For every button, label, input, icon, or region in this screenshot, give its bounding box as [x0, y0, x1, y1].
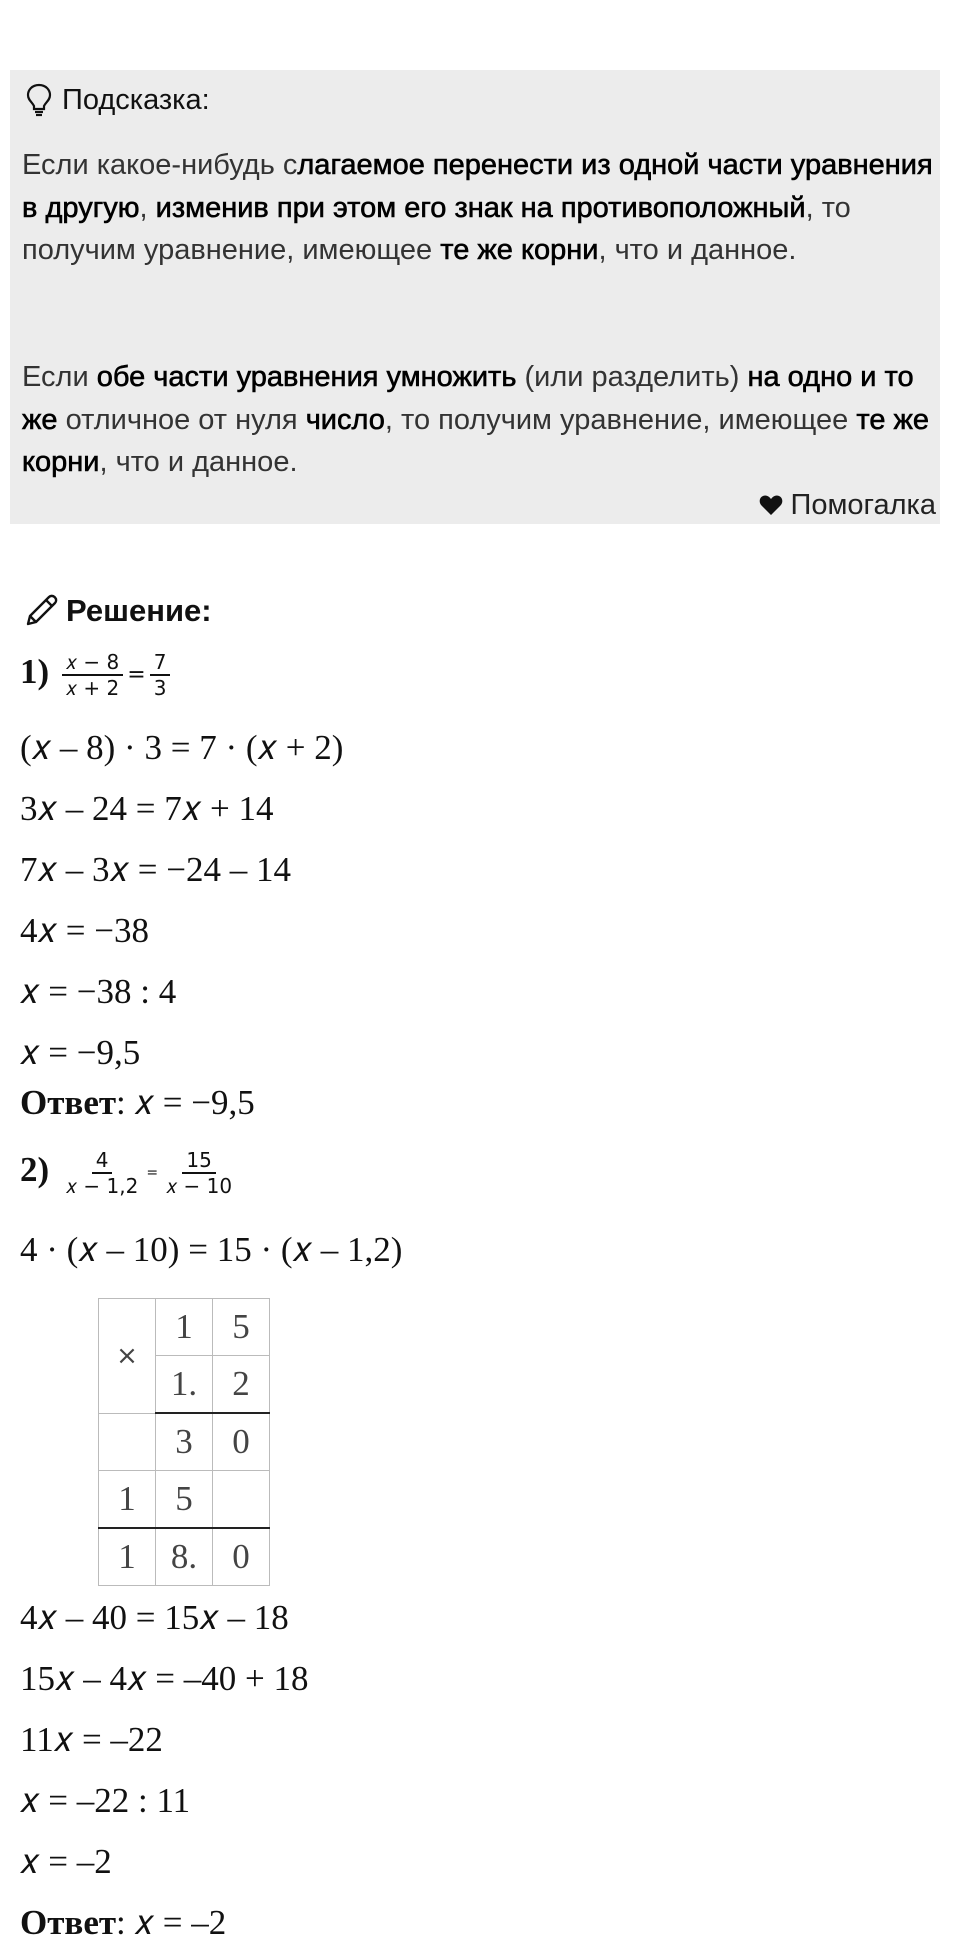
problem-2-left-fraction: $\frac{4}{\text{𝑥 − 1,2}}$ [65, 1148, 139, 1198]
problem-2-step: 11𝑥 = –22 [20, 1720, 163, 1759]
problem-2-equation: 2) $\frac{4}{\text{𝑥 − 1,2}}$ = $\frac{15}{\text{𝑥 − 10}}$ [20, 1148, 240, 1198]
table-cell [99, 1413, 156, 1471]
problem-1-step: 𝑥 = −9,5 [20, 1033, 141, 1072]
problem-1-label: 1) [20, 652, 50, 692]
problem-1-left-fraction: $\frac{\text{𝑥 − 8}}{\text{𝑥 + 2}}$ [62, 650, 123, 700]
problem-1-answer: Ответ: 𝑥 = −9,5 [20, 1083, 255, 1122]
table-cell [213, 1471, 270, 1529]
table-row [99, 1471, 270, 1529]
multiply-sign: × [99, 1299, 156, 1414]
helper-link[interactable] [759, 484, 936, 526]
table-cell: 8. [156, 1528, 213, 1586]
problem-1-equation: 1) $\frac{\text{𝑥 − 8}}{\text{𝑥 + 2}}$ = $\frac{7}{3}$ [20, 650, 174, 700]
hint-paragraph-2: Если обе части уравнения умножить (или разделить) на одно и то же отличное от нуля число, то получим уравнение, имеющее те же корни, что и данное. [22, 361, 930, 478]
problem-2-step: 𝑥 = –22 : 11 [20, 1781, 191, 1820]
table-cell: 1. [156, 1356, 213, 1414]
problem-2-right-fraction: $\frac{15}{\text{𝑥 − 10}}$ [166, 1148, 233, 1198]
problem-1-step: 3𝑥 – 24 = 7𝑥 + 14 [20, 789, 274, 828]
heart-icon [759, 494, 783, 516]
problem-2-answer: Ответ: 𝑥 = –2 [20, 1903, 227, 1942]
problem-2-step: 4𝑥 – 40 = 15𝑥 – 18 [20, 1598, 289, 1637]
hint-title: Подсказка: [62, 83, 210, 116]
problem-1-step: 7𝑥 – 3𝑥 = −24 – 14 [20, 850, 291, 889]
problem-2-step: 15𝑥 – 4𝑥 = –40 + 18 [20, 1659, 309, 1698]
table-cell: 5 [156, 1471, 213, 1529]
table-row [99, 1413, 270, 1471]
problem-2-step: 4 · (𝑥 – 10) = 15 · (𝑥 – 1,2) [20, 1230, 403, 1269]
table-row [99, 1528, 270, 1586]
helper-label: Помогалка [790, 488, 936, 521]
multiplication-table [98, 1298, 270, 1586]
problem-1-right-fraction: $\frac{7}{3}$ [150, 650, 171, 700]
problem-2-step: 𝑥 = –2 [20, 1842, 112, 1881]
hint-header [24, 76, 210, 124]
hint-paragraph-1: Если какое-нибудь слагаемое перенести из одной части уравнения в другую, изменив при этом его знак на противоположный, то получим уравнение, имеющее те же корни, что и данное. [22, 149, 933, 266]
problem-2-label: 2) [20, 1150, 50, 1190]
problem-1-step: 𝑥 = −38 : 4 [20, 972, 177, 1011]
solution-header [22, 588, 212, 634]
pencil-icon [22, 592, 60, 630]
table-row [99, 1299, 270, 1356]
lightbulb-icon [24, 82, 54, 118]
solution-title: Решение: [66, 593, 212, 628]
table-cell: 1 [156, 1299, 213, 1356]
table-cell: 1 [99, 1471, 156, 1529]
table-cell: 5 [213, 1299, 270, 1356]
table-cell: 0 [213, 1528, 270, 1586]
table-cell: 3 [156, 1413, 213, 1471]
problem-1-step: (𝑥 – 8) · 3 = 7 · (𝑥 + 2) [20, 728, 344, 767]
table-cell: 2 [213, 1356, 270, 1414]
problem-1-step: 4𝑥 = −38 [20, 911, 149, 950]
table-cell: 1 [99, 1528, 156, 1586]
table-cell: 0 [213, 1413, 270, 1471]
